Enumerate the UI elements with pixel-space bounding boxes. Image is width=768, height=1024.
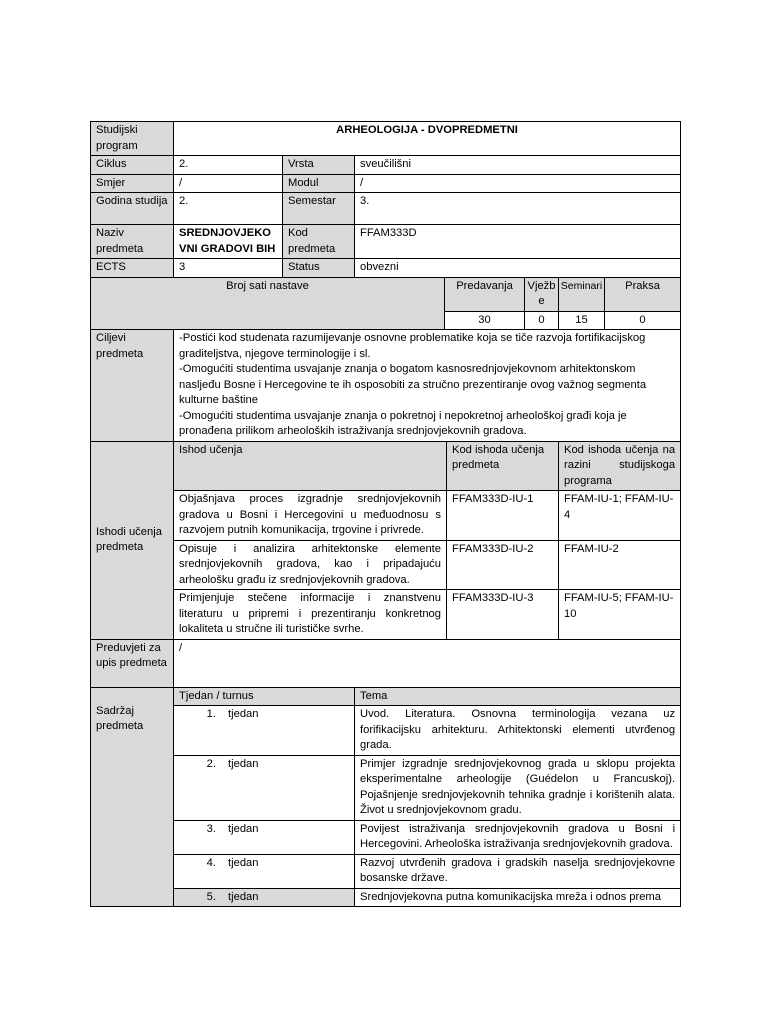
outcome-code: FFAM333D-IU-2 [447, 540, 559, 590]
prereq-label: Preduvjeti za upis predmeta [91, 639, 174, 687]
godina-label: Godina studija [91, 193, 174, 225]
ects-label: ECTS [91, 259, 174, 278]
outcome-code: FFAM333D-IU-3 [447, 590, 559, 640]
week-number: 2. [206, 757, 216, 770]
hours-header-seminari: Seminari [559, 277, 605, 311]
naziv-value: SREDNJOVJEKOVNI GRADOVI BIH [174, 225, 283, 259]
status-value: obvezni [355, 259, 681, 278]
week-label: tjedan [228, 708, 259, 720]
outcome-program-code: FFAM-IU-5; FFAM-IU-10 [559, 590, 681, 640]
week-topic: Uvod. Literatura. Osnovna terminologija vezana uz forifikacijsku arhitekturu. Arhitektonski elementi utvrđenog grada. [355, 706, 681, 756]
modul-label: Modul [283, 174, 355, 193]
smjer-value: / [174, 174, 283, 193]
outcome-program-code: FFAM-IU-1; FFAM-IU-4 [559, 491, 681, 541]
ciklus-value: 2. [174, 156, 283, 175]
week-topic: Razvoj utvrđenih gradova i gradskih naselja srednjovjekovne bosanske države. [355, 854, 681, 888]
goals-text: -Postići kod studenata razumijevanje osnovne problematike koja se tiče razvoja fortifikacijskog graditeljstva, njegove terminologije i sl. -Omogućiti studentima usvajanje znanja o bogatom kasnosrednjovjekovnom arhitektonskom nasljeđu Bosne i Hercegovine te ih osposobiti za stručno prezentiranje ovog važnog segmenta kulturne baštine -Omogućiti studentima usvajanje znanja o pokretnoj i nepokretnoj arheološkoj građi koja je pronađena prilikom arheoloških istraživanja srednjovjekovnih gradova. [174, 330, 681, 442]
week-cell [174, 755, 355, 820]
course-syllabus-table [90, 121, 680, 907]
hours-header-praksa: Praksa [605, 277, 681, 311]
outcomes-header-program: Kod ishoda učenja na razini studijskoga programa [559, 441, 681, 491]
outcomes-header-code: Kod ishoda učenja predmeta [447, 441, 559, 491]
hours-header-vjezbe: Vježbe [525, 277, 559, 311]
ciklus-label: Ciklus [91, 156, 174, 175]
week-number: 5. [206, 890, 216, 903]
outcomes-header-text: Ishod učenja [174, 441, 447, 491]
week-number: 1. [206, 708, 216, 720]
godina-value: 2. [174, 193, 283, 225]
outcome-text: Primjenjuje stečene informacije i znanstvenu literaturu u pripremi i prezentiranju konkretnog lokaliteta u stručne ili turističke svrhe. [174, 590, 447, 640]
outcome-program-code: FFAM-IU-2 [559, 540, 681, 590]
hours-label: Broj sati nastave [91, 277, 445, 330]
outcome-text: Opisuje i analizira arhitektonske elemente srednjovjekovnih gradova, kao i pripadajuću arheološku građu iz srednjovjekovnih gradova. [174, 540, 447, 590]
week-number: 4. [206, 856, 216, 869]
content-header-topic: Tema [355, 687, 681, 706]
ects-value: 3 [174, 259, 283, 278]
hours-value-vjezbe: 0 [525, 311, 559, 330]
week-cell [174, 706, 355, 756]
kod-label: Kod predmeta [283, 225, 355, 259]
status-label: Status [283, 259, 355, 278]
week-topic: Primjer izgradnje srednjovjekovnog grada u sklopu projekta eksperimentalne arheologije (Guédelon u Francuskoj). Pojašnjenje srednjovjekovnih tehnika gradnje i korištenih alata. Život u srednjovjekovnom gradu. [355, 755, 681, 820]
content-header-week: Tjedan / turnus [174, 687, 355, 706]
content-label: Sadržaj predmeta [91, 687, 174, 907]
week-label: tjedan [228, 890, 259, 903]
prereq-value: / [174, 639, 681, 687]
vrsta-label: Vrsta [283, 156, 355, 175]
program-label: Studijski program [91, 122, 174, 156]
modul-value: / [355, 174, 681, 193]
hours-value-praksa: 0 [605, 311, 681, 330]
outcome-code: FFAM333D-IU-1 [447, 491, 559, 541]
week-number: 3. [206, 822, 216, 835]
semestar-label: Semestar [283, 193, 355, 225]
week-topic: Srednjovjekovna putna komunikacijska mreža i odnos prema [355, 888, 681, 907]
goals-label: Ciljevi predmeta [91, 330, 174, 442]
week-label: tjedan [228, 757, 259, 770]
week-label: tjedan [228, 822, 259, 835]
hours-value-predavanja: 30 [445, 311, 525, 330]
program-value: ARHEOLOGIJA - DVOPREDMETNI [174, 122, 681, 156]
smjer-label: Smjer [91, 174, 174, 193]
semestar-value: 3. [355, 193, 681, 225]
week-topic: Povijest istraživanja srednjovjekovnih gradova u Bosni i Hercegovini. Arheološka istraživanja srednjovjekovnih gradova. [355, 820, 681, 854]
week-label: tjedan [228, 856, 259, 869]
week-cell [174, 888, 355, 907]
week-cell [174, 854, 355, 888]
hours-header-predavanja: Predavanja [445, 277, 525, 311]
naziv-label: Naziv predmeta [91, 225, 174, 259]
outcomes-label: Ishodi učenja predmeta [91, 441, 174, 639]
vrsta-value: sveučilišni [355, 156, 681, 175]
week-cell [174, 820, 355, 854]
kod-value: FFAM333D [355, 225, 681, 259]
hours-value-seminari: 15 [559, 311, 605, 330]
outcome-text: Objašnjava proces izgradnje srednjovjekovnih gradova u Bosni i Hercegovini u međuodnosu s razvojem putnih komunikacija, trgovine i privrede. [174, 491, 447, 541]
